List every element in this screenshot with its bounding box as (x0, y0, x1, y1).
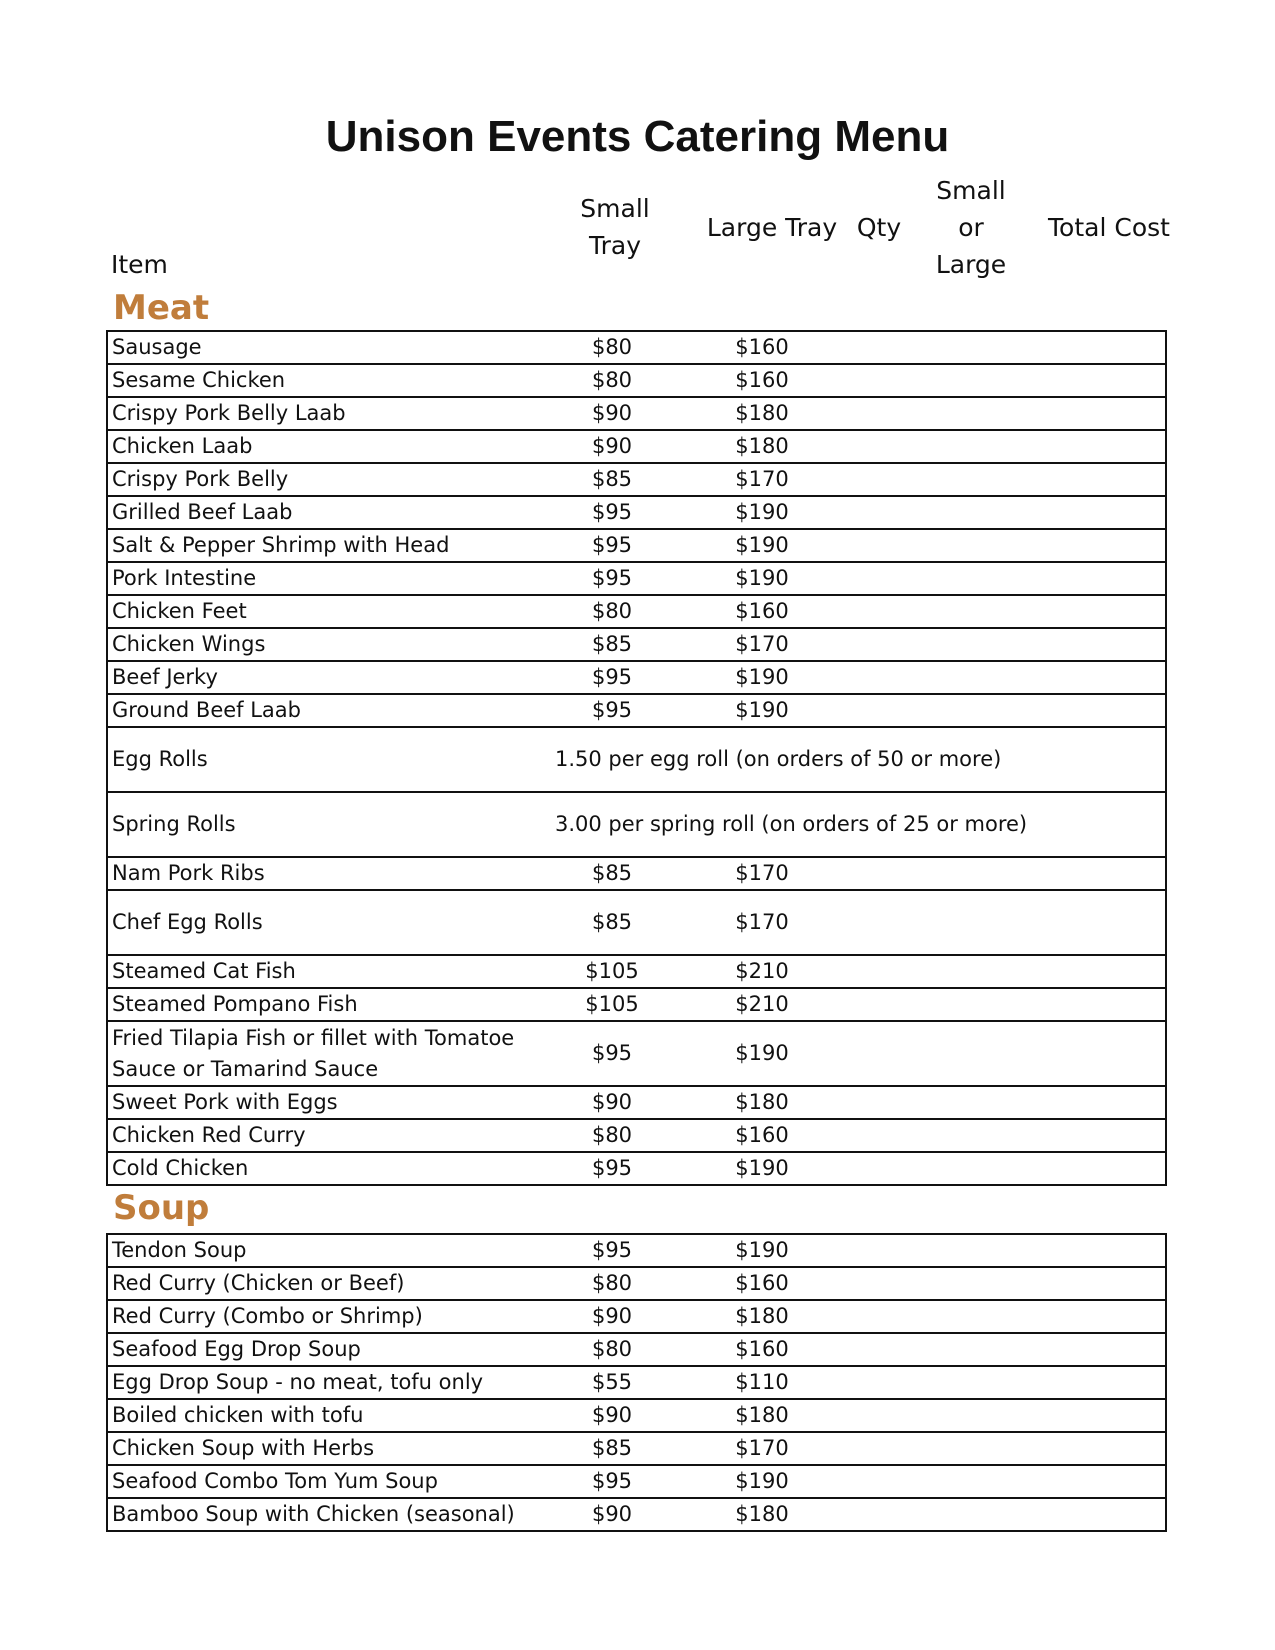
large-tray-price: $160 (687, 1333, 837, 1366)
item-name: Chicken Laab (107, 430, 537, 463)
order-cell (837, 988, 1166, 1021)
meat-table (106, 330, 1167, 1186)
item-name: Chicken Wings (107, 628, 537, 661)
large-tray-price: $190 (687, 1234, 837, 1267)
table-row (107, 1366, 1166, 1399)
table-row (107, 529, 1166, 562)
small-tray-price: $80 (537, 1119, 687, 1152)
small-tray-price: $85 (537, 463, 687, 496)
large-tray-price: $180 (687, 1498, 837, 1531)
large-tray-price: $210 (687, 988, 837, 1021)
item-name: Red Curry (Combo or Shrimp) (107, 1300, 537, 1333)
order-cell (837, 331, 1166, 364)
table-row (107, 1152, 1166, 1185)
order-cell (837, 364, 1166, 397)
header-large-tray: Large Tray (706, 213, 838, 242)
order-cell (837, 1152, 1166, 1185)
large-tray-price: $160 (687, 1267, 837, 1300)
order-cell (837, 1234, 1166, 1267)
item-name: Boiled chicken with tofu (107, 1399, 537, 1432)
page-title: Unison Events Catering Menu (325, 112, 950, 161)
item-name: Sausage (107, 331, 537, 364)
table-row (107, 463, 1166, 496)
header-item: Item (111, 250, 168, 279)
order-cell (837, 694, 1166, 727)
item-name: Chicken Red Curry (107, 1119, 537, 1152)
item-name: Sesame Chicken (107, 364, 537, 397)
table-row (107, 1086, 1166, 1119)
item-name: Grilled Beef Laab (107, 496, 537, 529)
order-cell (837, 1432, 1166, 1465)
small-tray-price: $95 (537, 661, 687, 694)
table-row (107, 1234, 1166, 1267)
table-row (107, 1333, 1166, 1366)
large-tray-price: $190 (687, 496, 837, 529)
order-cell (837, 496, 1166, 529)
table-row (107, 955, 1166, 988)
small-tray-price: $95 (537, 1152, 687, 1185)
item-name: Seafood Egg Drop Soup (107, 1333, 537, 1366)
order-cell (837, 955, 1166, 988)
table-row (107, 792, 1166, 857)
small-tray-price: $85 (537, 628, 687, 661)
small-tray-price: $85 (537, 857, 687, 890)
small-tray-price: $95 (537, 1465, 687, 1498)
small-tray-price: $55 (537, 1366, 687, 1399)
small-tray-price: $95 (537, 1021, 687, 1086)
table-row (107, 661, 1166, 694)
table-row (107, 1267, 1166, 1300)
section-title-soup: Soup (113, 1188, 210, 1228)
small-tray-price: $95 (537, 1234, 687, 1267)
item-name: Beef Jerky (107, 661, 537, 694)
item-name: Nam Pork Ribs (107, 857, 537, 890)
small-tray-price: $95 (537, 694, 687, 727)
item-name: Bamboo Soup with Chicken (seasonal) (107, 1498, 537, 1531)
table-row (107, 331, 1166, 364)
item-name: Egg Rolls (107, 727, 537, 792)
item-name: Steamed Pompano Fish (107, 988, 537, 1021)
header-small-tray: Small Tray (580, 194, 650, 260)
item-name: Chicken Feet (107, 595, 537, 628)
large-tray-price: $170 (687, 463, 837, 496)
item-name: Sweet Pork with Eggs (107, 1086, 537, 1119)
item-name: Seafood Combo Tom Yum Soup (107, 1465, 537, 1498)
item-name: Chef Egg Rolls (107, 890, 537, 955)
order-cell (837, 1300, 1166, 1333)
large-tray-price: $190 (687, 1465, 837, 1498)
soup-table (106, 1233, 1167, 1532)
small-tray-price: $85 (537, 1432, 687, 1465)
order-cell (837, 890, 1166, 955)
large-tray-price: $110 (687, 1366, 837, 1399)
table-row (107, 628, 1166, 661)
table-row (107, 1300, 1166, 1333)
table-row (107, 890, 1166, 955)
item-name: Tendon Soup (107, 1234, 537, 1267)
large-tray-price: $180 (687, 430, 837, 463)
table-row (107, 727, 1166, 792)
table-row (107, 694, 1166, 727)
item-name: Steamed Cat Fish (107, 955, 537, 988)
large-tray-price: $170 (687, 628, 837, 661)
table-row (107, 430, 1166, 463)
table-row (107, 397, 1166, 430)
table-row (107, 496, 1166, 529)
small-tray-price: $80 (537, 595, 687, 628)
large-tray-price: $180 (687, 1399, 837, 1432)
order-cell (837, 661, 1166, 694)
header-small-or-large: Small or Large (935, 176, 1007, 279)
large-tray-price: $170 (687, 890, 837, 955)
small-tray-price: $90 (537, 430, 687, 463)
item-name: Crispy Pork Belly (107, 463, 537, 496)
item-name: Ground Beef Laab (107, 694, 537, 727)
small-tray-price: $90 (537, 1300, 687, 1333)
item-name: Pork Intestine (107, 562, 537, 595)
order-cell (837, 463, 1166, 496)
large-tray-price: $170 (687, 857, 837, 890)
order-cell (837, 1021, 1166, 1086)
large-tray-price: $210 (687, 955, 837, 988)
large-tray-price: $190 (687, 529, 837, 562)
item-name: Chicken Soup with Herbs (107, 1432, 537, 1465)
price-note: 1.50 per egg roll (on orders of 50 or more) (537, 727, 1166, 792)
order-cell (837, 397, 1166, 430)
small-tray-price: $105 (537, 955, 687, 988)
order-cell (837, 529, 1166, 562)
order-cell (837, 857, 1166, 890)
table-row (107, 988, 1166, 1021)
large-tray-price: $180 (687, 397, 837, 430)
large-tray-price: $190 (687, 1152, 837, 1185)
table-row (107, 1432, 1166, 1465)
small-tray-price: $80 (537, 331, 687, 364)
header-total-cost: Total Cost (1048, 213, 1170, 242)
item-name: Cold Chicken (107, 1152, 537, 1185)
section-title-meat: Meat (113, 288, 210, 328)
large-tray-price: $160 (687, 1119, 837, 1152)
small-tray-price: $95 (537, 562, 687, 595)
small-tray-price: $80 (537, 1333, 687, 1366)
small-tray-price: $80 (537, 1267, 687, 1300)
item-name: Salt & Pepper Shrimp with Head (107, 529, 537, 562)
small-tray-price: $90 (537, 1086, 687, 1119)
small-tray-price: $95 (537, 529, 687, 562)
order-cell (837, 628, 1166, 661)
table-row (107, 1021, 1166, 1086)
item-name: Egg Drop Soup - no meat, tofu only (107, 1366, 537, 1399)
large-tray-price: $170 (687, 1432, 837, 1465)
order-cell (837, 562, 1166, 595)
order-cell (837, 1119, 1166, 1152)
table-row (107, 1465, 1166, 1498)
table-row (107, 562, 1166, 595)
header-qty: Qty (856, 213, 902, 242)
order-cell (837, 1465, 1166, 1498)
small-tray-price: $80 (537, 364, 687, 397)
order-cell (837, 1399, 1166, 1432)
item-name: Red Curry (Chicken or Beef) (107, 1267, 537, 1300)
order-cell (837, 1366, 1166, 1399)
large-tray-price: $190 (687, 1021, 837, 1086)
order-cell (837, 1333, 1166, 1366)
table-row (107, 595, 1166, 628)
item-name: Crispy Pork Belly Laab (107, 397, 537, 430)
order-cell (837, 1498, 1166, 1531)
small-tray-price: $90 (537, 397, 687, 430)
small-tray-price: $90 (537, 1399, 687, 1432)
large-tray-price: $160 (687, 364, 837, 397)
table-row (107, 1498, 1166, 1531)
small-tray-price: $95 (537, 496, 687, 529)
large-tray-price: $180 (687, 1300, 837, 1333)
large-tray-price: $160 (687, 331, 837, 364)
table-row (107, 364, 1166, 397)
table-row (107, 857, 1166, 890)
item-name: Spring Rolls (107, 792, 537, 857)
order-cell (837, 595, 1166, 628)
small-tray-price: $85 (537, 890, 687, 955)
large-tray-price: $180 (687, 1086, 837, 1119)
small-tray-price: $90 (537, 1498, 687, 1531)
table-row (107, 1119, 1166, 1152)
large-tray-price: $160 (687, 595, 837, 628)
item-name: Fried Tilapia Fish or fillet with Tomatoe Sauce or Tamarind Sauce (107, 1021, 537, 1086)
large-tray-price: $190 (687, 661, 837, 694)
large-tray-price: $190 (687, 694, 837, 727)
order-cell (837, 1267, 1166, 1300)
order-cell (837, 430, 1166, 463)
small-tray-price: $105 (537, 988, 687, 1021)
large-tray-price: $190 (687, 562, 837, 595)
table-row (107, 1399, 1166, 1432)
price-note: 3.00 per spring roll (on orders of 25 or more) (537, 792, 1166, 857)
order-cell (837, 1086, 1166, 1119)
